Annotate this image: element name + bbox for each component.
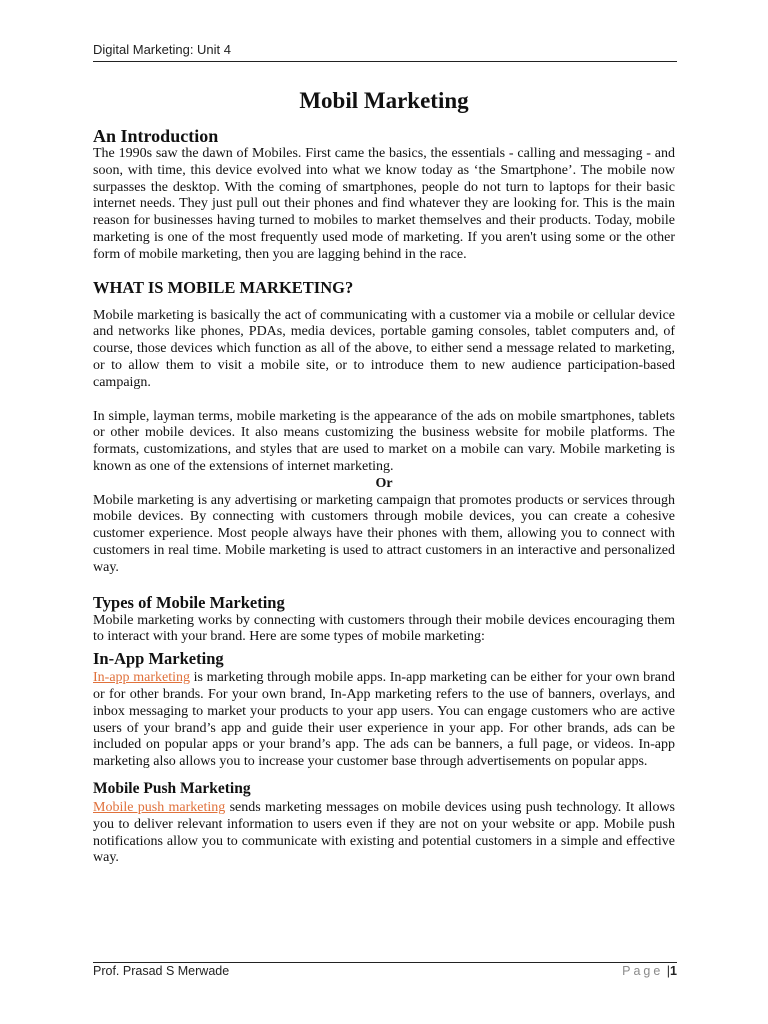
types-heading: Types of Mobile Marketing bbox=[93, 592, 285, 612]
in-app-paragraph bbox=[93, 670, 675, 771]
types-paragraph: Mobile marketing works by connecting with customers through their mobile devices encouraging them to interact with your brand. Here are some types of mobile marketing: bbox=[93, 612, 675, 645]
in-app-text: is marketing through mobile apps. In-app marketing can be either for your own brand or for other brands. For your own brand, In-App marketing refers to the use of banners, overlays, and inbox messaging to market your products to your app users. You can engage customers who are active users of your brand’s app and guide their user experience in your app. For other brands, ads can be included on popular apps or your brand’s app. The ads can be banners, a full page, or videos. In-app marketing also allows you to increase your customer base through advertisements on popular apps. bbox=[93, 670, 675, 770]
what-is-heading: WHAT IS MOBILE MARKETING? bbox=[93, 277, 354, 297]
intro-heading: An Introduction bbox=[93, 126, 219, 146]
footer-divider bbox=[93, 962, 677, 963]
in-app-marketing-link[interactable]: In-app marketing bbox=[93, 670, 190, 686]
intro-paragraph: The 1990s saw the dawn of Mobiles. First came the basics, the essentials - calling and messaging - and soon, with time, this device evolved into what we know today as ‘the Smartphone’. The mobile now surpasses the desktop. With the coming of smartphones, people do not turn to laptops for their basic internet needs. They just pull out their phones and find whatever they are looking for. This is the main reason for businesses having turned to mobiles to market themselves and their products. Today, mobile marketing is one of the most frequently used mode of marketing. If you aren't using some or the other form of mobile marketing, then you are lagging behind in the race. bbox=[93, 146, 675, 262]
mobile-push-marketing-link[interactable]: Mobile push marketing bbox=[93, 799, 226, 815]
page-title: Mobil Marketing bbox=[299, 88, 469, 113]
page-label: Page bbox=[622, 964, 664, 978]
in-app-heading: In-App Marketing bbox=[93, 649, 224, 669]
definition-paragraph-3: Mobile marketing is any advertising or marketing campaign that promotes products or services through mobile devices. By connecting with customers through mobile devices, you can create a cohesive customer experience. Most people always have their phones with them, allowing you to connect with customers in real time. Mobile marketing is used to attract customers in an interactive and personalized way. bbox=[93, 492, 675, 575]
definition-paragraph-2: In simple, layman terms, mobile marketing is the appearance of the ads on mobile smartphones, tablets or other mobile devices. It also means customizing the business website for mobile platforms. The formats, customizations, and styles that are used to market on a mobile can vary. Mobile marketing is known as one of the extensions of internet marketing. bbox=[93, 408, 675, 474]
push-heading: Mobile Push Marketing bbox=[93, 779, 251, 797]
page-number: 1 bbox=[670, 964, 677, 978]
header-divider bbox=[93, 61, 677, 62]
document-body bbox=[93, 86, 675, 867]
or-separator: Or bbox=[375, 475, 393, 491]
page-separator: | bbox=[666, 964, 671, 978]
footer-author: Prof. Prasad S Merwade bbox=[93, 964, 230, 978]
push-text: sends marketing messages on mobile devices using push technology. It allows you to deliver relevant information to users even if they are not on your website or app. Mobile push notifications allow you to communicate with existing and potential customers in a simple and effective way. bbox=[93, 799, 676, 866]
page-header: Digital Marketing: Unit 4 bbox=[93, 42, 231, 57]
definition-paragraph-1: Mobile marketing is basically the act of communicating with a customer via a mobile or cellular device and networks like phones, PDAs, media devices, portable gaming consoles, tablet computers and, of course, those devices which function as all of the above, to either send a message related to marketing, or to allow them to visit a mobile site, or to introduce them to new audience participation-based campaign. bbox=[93, 307, 675, 390]
push-paragraph bbox=[93, 800, 675, 867]
page-indicator bbox=[622, 964, 677, 978]
